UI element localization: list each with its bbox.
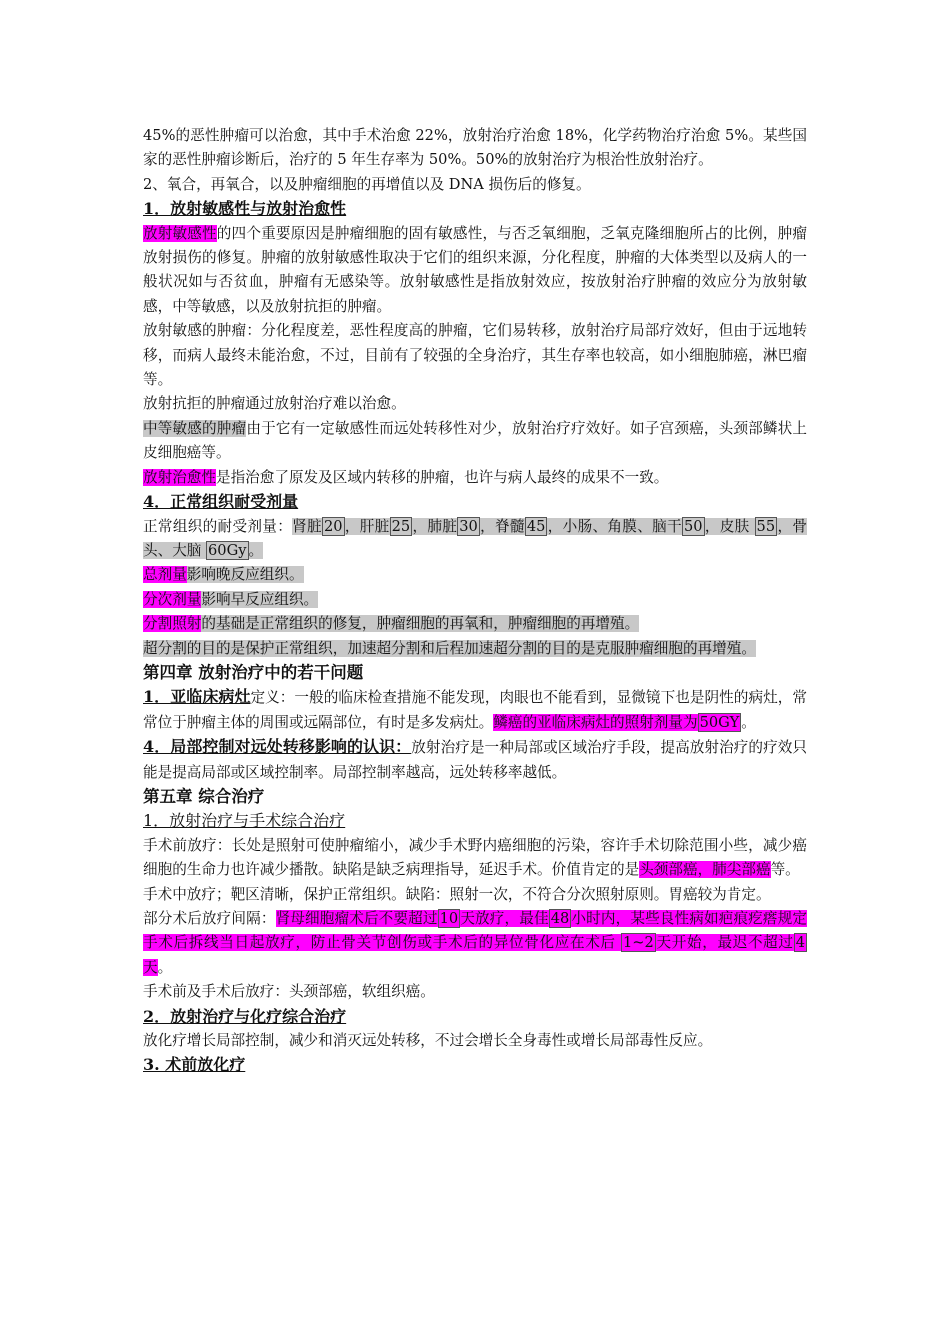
highlight-term: 分次剂量 bbox=[143, 590, 202, 608]
paragraph-text: 定义：一般的临床检查措施不能发现，肉眼也不能看到，显微镜下也是阴性的病灶，常常位于肿瘤主体的周围或远隔部位，有时是多发病灶。 bbox=[143, 689, 807, 731]
paragraph bbox=[143, 637, 807, 661]
paragraph bbox=[143, 466, 807, 490]
highlight-interval-list: 肾母细胞瘤术后不要超过 10 天放疗，最佳 48 小时内，某些良性病如疤痕疙瘩规定手术后拆线当日起放疗，防止骨关节创伤或手术后的异位骨化应在术后 1~2 天开始，最迟不超过 4天 bbox=[143, 910, 807, 976]
paragraph: 放化疗增长局部控制，减少和消灭远处转移，不过会增长全身毒性或增长局部毒性反应。 bbox=[143, 1032, 713, 1050]
highlight-dose-list: 肾脏 20 ，肝脏 25 ，肺脏 30 ，脊髓 45 ，小肠、角膜、脑干 50 ，皮肤 55 ，骨头、大脑 60Gy 。 bbox=[143, 517, 807, 559]
paragraph-text: 是指治愈了原发及区域内转移的肿瘤，也许与病人最终的成果不一致。 bbox=[215, 468, 669, 486]
section-heading: 2．放射治疗与化疗综合治疗 bbox=[143, 1006, 347, 1026]
paragraph-text: 的四个重要原因是肿瘤细胞的固有敏感性，与否乏氧细胞，乏氧克隆细胞所占的比例，肿瘤放射损伤的修复。肿瘤的放射敏感性取决于它们的组织来源，分化程度，肿瘤的大体类型以及病人的一般状况如与否贫血，肿瘤有无感染等。放射敏感性是指放射效应，按放射治疗肿瘤的效应分为放射敏感，中等敏感，以及放射抗拒的肿瘤。 bbox=[143, 224, 807, 315]
paragraph-text: 影响早反应组织。 bbox=[201, 590, 319, 608]
section-heading: 1．放射治疗与手术综合治疗 bbox=[143, 811, 346, 831]
paragraph: 手术前及手术后放疗：头颈部癌，软组织癌。 bbox=[143, 983, 435, 1001]
paragraph: 1．亚临床病灶定义：一般的临床检查措施不能发现，肉眼也不能看到，显微镜下也是阴性的病灶，常常位于肿瘤主体的周围或远隔部位，有时是多发病灶。鳞癌的亚临床病灶的照射剂量为 50GY 。 bbox=[143, 687, 807, 731]
paragraph bbox=[143, 515, 807, 564]
paragraph bbox=[143, 588, 807, 612]
highlight-term: 中等敏感的肿瘤 bbox=[143, 419, 247, 437]
paragraph bbox=[143, 563, 807, 587]
paragraph-text: 正常组织的耐受剂量： bbox=[143, 517, 293, 535]
highlight-term: 头颈部癌，肺尖部癌 bbox=[639, 861, 771, 879]
chapter-heading: 第四章 放射治疗中的若干问题 bbox=[143, 662, 364, 682]
section-heading: 4．正常组织耐受剂量 bbox=[143, 492, 299, 512]
paragraph: 部分术后放疗间隔：肾母细胞瘤术后不要超过 10 天放疗，最佳 48 小时内，某些良性病如疤痕疙瘩规定手术后拆线当日起放疗，防止骨关节创伤或手术后的异位骨化应在术后 1~2 天开始，最迟不超过 4天。 bbox=[143, 910, 807, 976]
paragraph: 手术前放疗：长处是照射可使肿瘤缩小，减少手术野内癌细胞的污染，容许手术切除范围小些，减少癌细胞的生命力也许减少播散。缺陷是缺乏病理指导，延迟手术。价值肯定的是头颈部癌，肺尖部癌等。 bbox=[143, 836, 807, 879]
highlight-term: 分割照射 bbox=[143, 615, 202, 633]
paragraph bbox=[143, 222, 807, 320]
paragraph-text: 由于它有一定敏感性而远处转移性对少，放射治疗疗效好。如子宫颈癌，头颈部鳞状上皮细胞癌等。 bbox=[143, 419, 807, 462]
paragraph-text: 放射治疗是一种局部或区域治疗手段，提高放射治疗的疗效只能是提高局部或区域控制率。局部控制率越高，远处转移率越低。 bbox=[143, 739, 807, 781]
paragraph bbox=[143, 612, 807, 636]
highlight-term: 放射敏感性 bbox=[143, 224, 217, 242]
highlight-number: 50GY bbox=[699, 713, 740, 731]
paragraph: 放射抗拒的肿瘤通过放射治疗难以治愈。 bbox=[143, 395, 406, 413]
highlight-term: 鳞癌的亚临床病灶的照射剂量为 bbox=[493, 713, 698, 731]
paragraph-text: 影响晚反应组织。 bbox=[186, 566, 304, 584]
paragraph: 放射敏感的肿瘤：分化程度差，恶性程度高的肿瘤，它们易转移，放射治疗局部疗效好，但由于远地转移，而病人最终未能治愈，不过，目前有了较强的全身治疗，其生存率也较高，如小细胞肺癌，淋巴瘤等。 bbox=[143, 322, 807, 389]
section-heading: 1．放射敏感性与放射治愈性 bbox=[143, 199, 347, 219]
paragraph-text: 的基础是正常组织的修复，肿瘤细胞的再氧和，肿瘤细胞的再增殖。 bbox=[201, 615, 640, 633]
chapter-heading: 第五章 综合治疗 bbox=[143, 786, 265, 806]
paragraph: 45%的恶性肿瘤可以治愈，其中手术治愈 22%，放射治疗治愈 18%，化学药物治疗治愈 5%。某些国家的恶性肿瘤诊断后，治疗的 5 年生存率为 50%。50%的放射治疗为根治性放射治疗。 bbox=[143, 127, 807, 169]
paragraph bbox=[143, 735, 807, 785]
paragraph-text: 超分割的目的是保护正常组织，加速超分割和后程加速超分割的目的是克服肿瘤细胞的再增殖。 bbox=[143, 639, 756, 657]
paragraph-text: 手术前放疗：长处是照射可使肿瘤缩小，减少手术野内癌细胞的污染，容许手术切除范围小些，减少癌细胞的生命力也许减少播散。缺陷是缺乏病理指导，延迟手术。价值肯定的是 bbox=[143, 836, 807, 879]
document-page bbox=[143, 124, 807, 1078]
highlight-term: 总剂量 bbox=[143, 566, 187, 584]
section-heading: 3. 术前放化疗 bbox=[143, 1055, 246, 1075]
paragraph: 手术中放疗；靶区清晰，保护正常组织。缺陷：照射一次，不符合分次照射原则。胃癌较为肯定。 bbox=[143, 885, 771, 903]
inline-heading: 4．局部控制对远处转移影响的认识： bbox=[143, 737, 412, 757]
paragraph bbox=[143, 417, 807, 466]
paragraph: 2、氧合，再氧合，以及肿瘤细胞的再增值以及 DNA 损伤后的修复。 bbox=[143, 175, 591, 193]
highlight-term: 放射治愈性 bbox=[143, 468, 216, 486]
inline-heading: 1．亚临床病灶 bbox=[143, 687, 251, 707]
paragraph-text: 部分术后放疗间隔： bbox=[143, 910, 276, 927]
